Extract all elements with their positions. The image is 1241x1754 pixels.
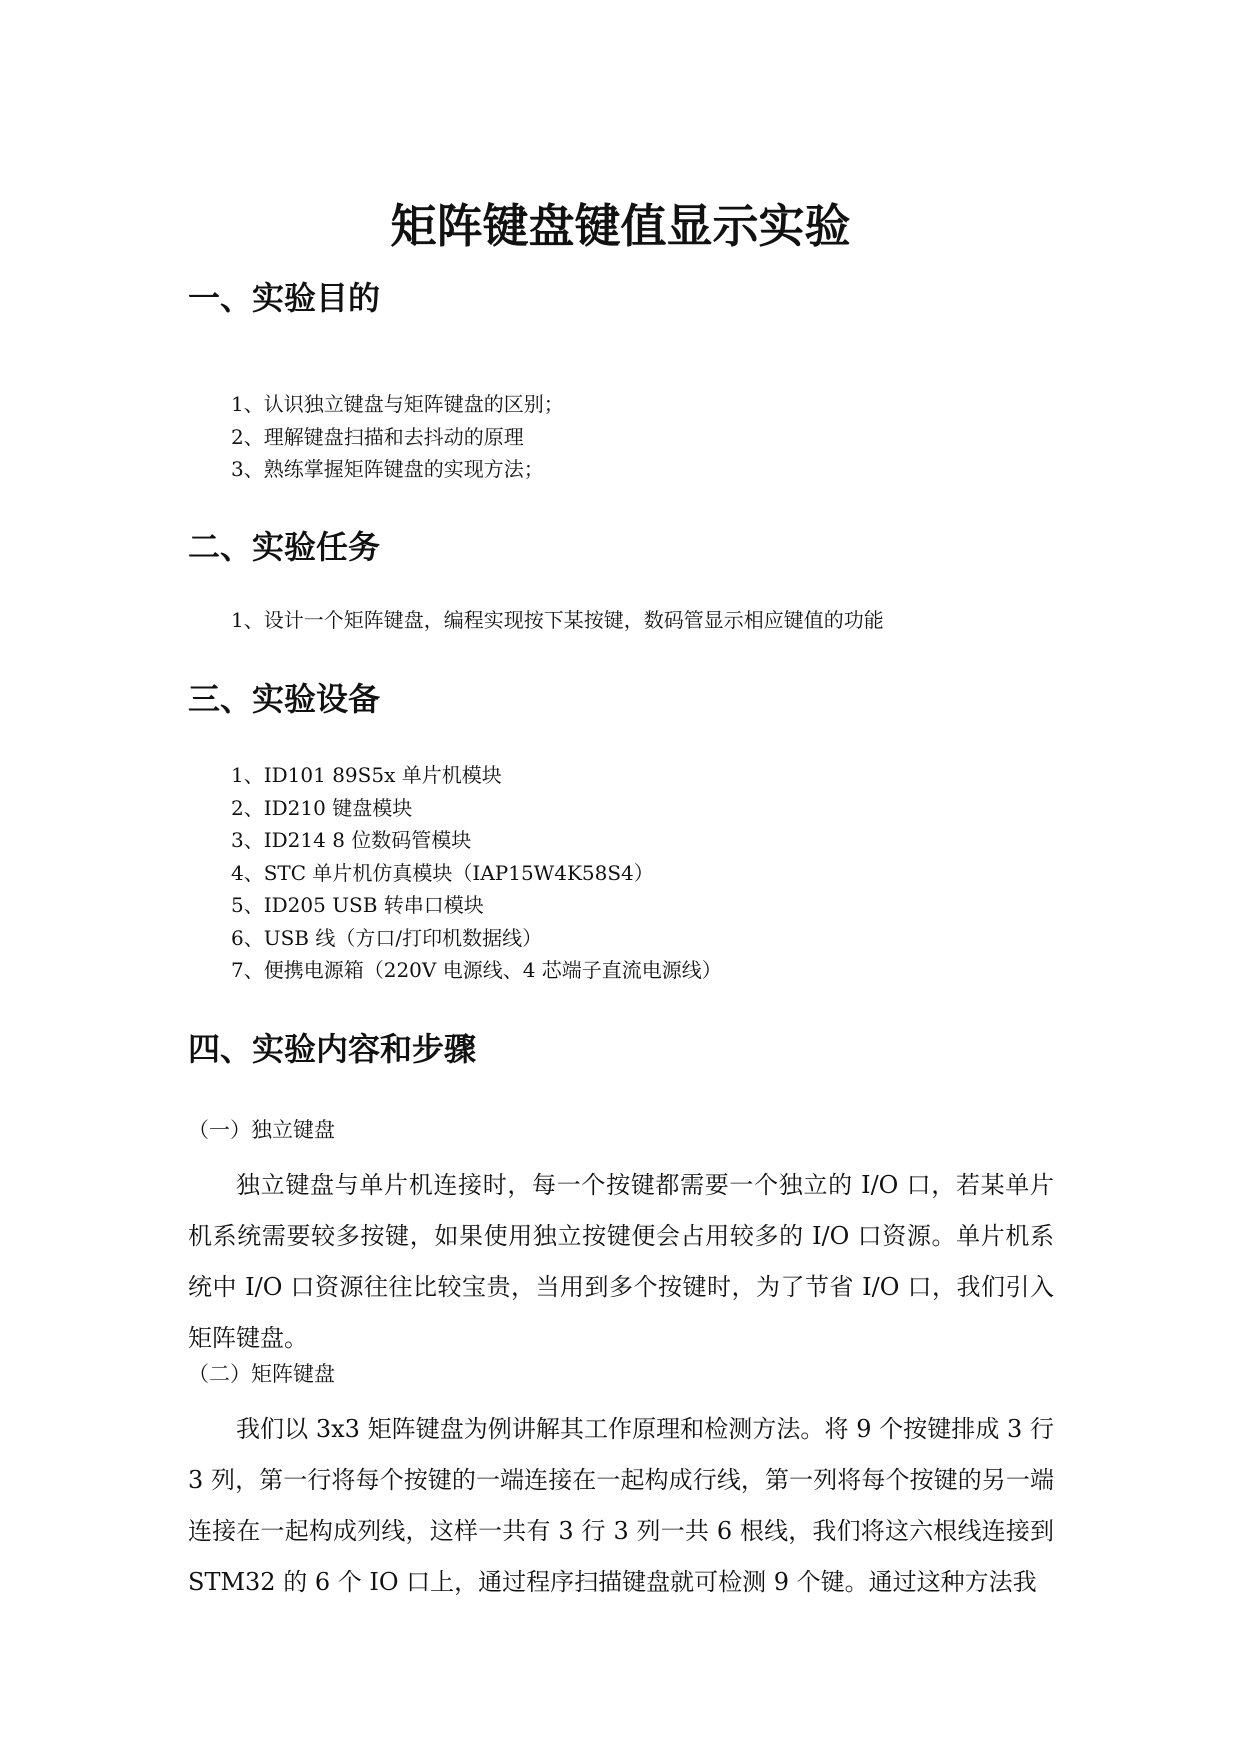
heading-content: 四、实验内容和步骤 bbox=[188, 1030, 477, 1068]
list-item: 4、STC 单片机仿真模块（IAP15W4K58S4） bbox=[231, 860, 654, 885]
subheading-independent-keyboard: （一）独立键盘 bbox=[188, 1118, 335, 1142]
heading-purpose: 一、实验目的 bbox=[188, 279, 381, 317]
heading-equipment: 三、实验设备 bbox=[188, 680, 381, 718]
list-item: 3、ID214 8 位数码管模块 bbox=[231, 828, 472, 852]
paragraph-independent-keyboard: 独立键盘与单片机连接时，每一个按键都需要一个独立的 I/O 口，若某单片机系统需要较多按键，如果使用独立按键便会占用较多的 I/O 口资源。单片机系统中 I/O 口资源往往比较宝贵，当用到多个按键时，为了节省 I/O 口，我们引入矩阵键盘。 bbox=[188, 1171, 1054, 1352]
equipment-list bbox=[231, 759, 722, 987]
list-item: 1、认识独立键盘与矩阵键盘的区别； bbox=[231, 392, 564, 416]
purpose-list bbox=[231, 388, 564, 486]
list-item: 6、USB 线（方口/打印机数据线） bbox=[231, 925, 543, 950]
heading-task: 二、实验任务 bbox=[188, 528, 381, 566]
paragraph-matrix-keyboard: 我们以 3x3 矩阵键盘为例讲解其工作原理和检测方法。将 9 个按键排成 3 行 3 列，第一行将每个按键的一端连接在一起构成行线，第一列将每个按键的另一端连接在一起构成列线，这样一共有 3 行 3 列一共 6 根线，我们将这六根线连接到 STM32 的 6 个 IO 口上，通过程序扫描键盘就可检测 9 个键。通过这种方法我 bbox=[188, 1415, 1054, 1596]
list-item: 1、设计一个矩阵键盘，编程实现按下某按键，数码管显示相应键值的功能 bbox=[231, 608, 884, 632]
task-list bbox=[231, 604, 884, 637]
list-item: 2、ID210 键盘模块 bbox=[231, 795, 413, 820]
list-item: 2、理解键盘扫描和去抖动的原理 bbox=[231, 424, 524, 449]
list-item: 3、熟练掌握矩阵键盘的实现方法； bbox=[231, 457, 544, 481]
list-item: 1、ID101 89S5x 单片机模块 bbox=[231, 763, 502, 787]
list-item: 7、便携电源箱（220V 电源线、4 芯端子直流电源线） bbox=[231, 958, 722, 982]
document-title: 矩阵键盘键值显示实验 bbox=[390, 199, 851, 253]
list-item: 5、ID205 USB 转串口模块 bbox=[231, 893, 484, 917]
subheading-matrix-keyboard: （二）矩阵键盘 bbox=[188, 1362, 335, 1386]
